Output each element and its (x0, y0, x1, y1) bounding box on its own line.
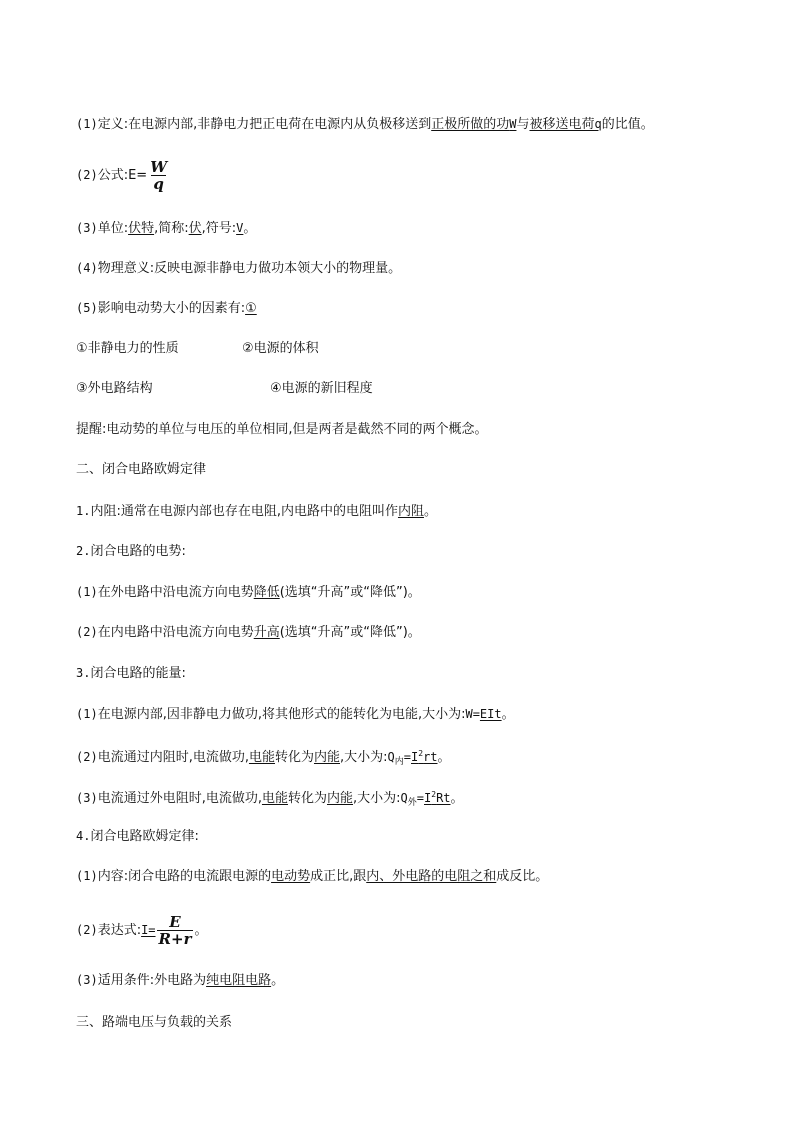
reminder-text: 提醒:电动势的单位与电压的单位相同,但是两者是截然不同的两个概念。 (76, 422, 488, 437)
potential-heading (76, 541, 754, 561)
item-number: 1. (76, 504, 91, 518)
energy-text: 电流通过外电阻时,电流做功, (97, 791, 262, 806)
emf-factors (76, 298, 754, 318)
symbol-Rt: Rt (436, 791, 451, 805)
section-heading (76, 460, 754, 480)
law-end: 。 (194, 923, 208, 938)
symbol-q: q (594, 117, 602, 131)
item-number: (5) (76, 301, 98, 315)
law-end: 。 (271, 973, 285, 988)
answer-blank-volt-short: 伏 (188, 221, 202, 236)
law-text: 适用条件:外电路为 (97, 973, 207, 988)
unit-symbol-label: ,符号: (201, 221, 237, 236)
formula-w: W= (465, 707, 480, 721)
law-text: 成正比,跟 (310, 869, 367, 884)
energy-end: 。 (450, 791, 464, 806)
section-2-heading: 二、闭合电路欧姆定律 (76, 462, 207, 477)
energy-heading-text: 闭合电路的能量: (90, 666, 186, 681)
item-number: (1) (76, 117, 98, 131)
connector-text: 与 (516, 117, 530, 132)
section-heading (76, 1013, 754, 1033)
symbol-i: I (411, 750, 419, 764)
energy-item-2 (76, 744, 754, 767)
option-3: ③外电路结构 (76, 381, 153, 396)
answer-blank-electric: 电能 (248, 750, 275, 765)
emf-unit (76, 218, 754, 238)
answer-blank-factors: ① (245, 301, 257, 316)
internal-resistance (76, 501, 754, 521)
item-number: (4) (76, 261, 98, 275)
answer-blank-electric: 电能 (261, 791, 288, 806)
answer-blank-i2Rt (424, 791, 451, 805)
emf-formula (76, 156, 754, 194)
answer-blank-emf: 电动势 (271, 869, 311, 884)
item-number: (1) (76, 585, 98, 599)
answer-blank-increase: 升高 (253, 625, 280, 640)
potential-text: 在外电路中沿电流方向电势 (97, 585, 254, 600)
equals: = (403, 750, 411, 764)
fraction-numerator: W (150, 158, 168, 176)
potential-item-2 (76, 622, 754, 642)
fraction-numerator: E (169, 913, 181, 931)
answer-blank-charge: 被移送电荷 (529, 117, 595, 132)
symbol-rt: rt (423, 750, 438, 764)
symbol-q: Q (400, 791, 408, 805)
item-number: (3) (76, 791, 98, 805)
energy-text: ,大小为: (340, 750, 388, 765)
item-number: (3) (76, 973, 98, 987)
law-text: 成反比。 (496, 869, 549, 884)
section-3-heading: 三、路端电压与负载的关系 (76, 1015, 233, 1030)
definition-text: 定义:在电源内部,非静电力把正电荷在电源内从负极移送到 (97, 117, 432, 132)
energy-heading (76, 663, 754, 683)
factor-options-row-2 (76, 379, 754, 399)
energy-text: 转化为 (287, 791, 327, 806)
formula-label: 公式:E= (97, 168, 148, 183)
answer-blank-volt-full: 伏特 (128, 221, 155, 236)
item-number: 2. (76, 544, 91, 558)
fraction-e-over-r-plus-r (157, 914, 194, 947)
potential-hint: (选填“升高”或“降低”)。 (279, 585, 421, 600)
fraction-denominator: q (153, 175, 164, 193)
energy-end: 。 (501, 707, 515, 722)
energy-text: 在电源内部,因非静电力做功,将其他形式的能转化为电能,大小为: (97, 707, 466, 722)
potential-text: 在内电路中沿电流方向电势 (97, 625, 254, 640)
answer-blank-internal-energy: 内能 (313, 750, 340, 765)
answer-blank-pure-resistor: 纯电阻电路 (206, 973, 272, 988)
factor-options-row-1 (76, 339, 754, 359)
answer-blank-decrease: 降低 (253, 585, 280, 600)
item-number: 4. (76, 829, 91, 843)
item-number: (2) (76, 750, 98, 764)
item-number: (2) (76, 923, 98, 937)
unit-label: 单位: (97, 221, 129, 236)
potential-item-1 (76, 582, 754, 602)
option-4: ④电源的新旧程度 (270, 381, 373, 396)
energy-end: 。 (437, 750, 451, 765)
item-number: (2) (76, 168, 98, 182)
subscript-outer: 外 (407, 798, 417, 808)
factors-question: 影响电动势大小的因素有: (97, 301, 246, 316)
answer-blank-total-resistance: 内、外电路的电阻之和 (366, 869, 497, 884)
item-number: (3) (76, 221, 98, 235)
energy-text: 转化为 (274, 750, 314, 765)
energy-item-3 (76, 785, 754, 808)
potential-heading-text: 闭合电路的电势: (90, 544, 186, 559)
reminder (76, 420, 754, 440)
law-item-1 (76, 866, 754, 886)
superscript-2: 2 (431, 790, 437, 799)
symbol-q: Q (387, 750, 395, 764)
symbol-i: I (424, 791, 432, 805)
item-number: (2) (76, 625, 98, 639)
internal-text: 内阻:通常在电源内部也存在电阻,内电路中的电阻叫作 (90, 504, 398, 519)
answer-blank-i2rt (411, 750, 438, 764)
internal-end: 。 (423, 504, 437, 519)
emf-definition (76, 114, 754, 134)
definition-end: 的比值。 (601, 117, 654, 132)
unit-end: 。 (243, 221, 257, 236)
potential-hint: (选填“升高”或“降低”)。 (279, 625, 421, 640)
equals: = (416, 791, 424, 805)
law-text: 内容:闭合电路的电流跟电源的 (97, 869, 272, 884)
energy-item-1 (76, 704, 754, 724)
fraction-denominator: R+r (158, 930, 192, 948)
option-1: ①非静电力的性质 (76, 341, 179, 356)
answer-blank-work: 正极所做的功 (431, 117, 510, 132)
option-2: ②电源的体积 (242, 341, 319, 356)
answer-blank-volt-symbol: V (236, 221, 244, 235)
law-item-2 (76, 910, 754, 950)
answer-blank-internal-energy: 内能 (326, 791, 353, 806)
unit-abbr-label: ,简称: (154, 221, 189, 236)
emf-meaning (76, 258, 754, 278)
answer-blank-eit: EIt (479, 707, 502, 721)
formula-i-equals: I= (141, 923, 156, 937)
energy-text: ,大小为: (353, 791, 401, 806)
item-number: 3. (76, 666, 91, 680)
law-heading-text: 闭合电路欧姆定律: (90, 829, 199, 844)
expression-label: 表达式: (97, 923, 142, 938)
law-heading (76, 826, 754, 846)
symbol-w: W (509, 117, 517, 131)
item-number: (1) (76, 869, 98, 883)
answer-blank-internal: 内阻 (397, 504, 424, 519)
subscript-inner: 内 (394, 757, 404, 767)
energy-text: 电流通过内阻时,电流做功, (97, 750, 249, 765)
superscript-2: 2 (418, 749, 424, 758)
meaning-text: 物理意义:反映电源非静电力做功本领大小的物理量。 (97, 261, 402, 276)
item-number: (1) (76, 707, 98, 721)
fraction-w-over-q (148, 159, 169, 192)
law-item-3 (76, 970, 754, 990)
